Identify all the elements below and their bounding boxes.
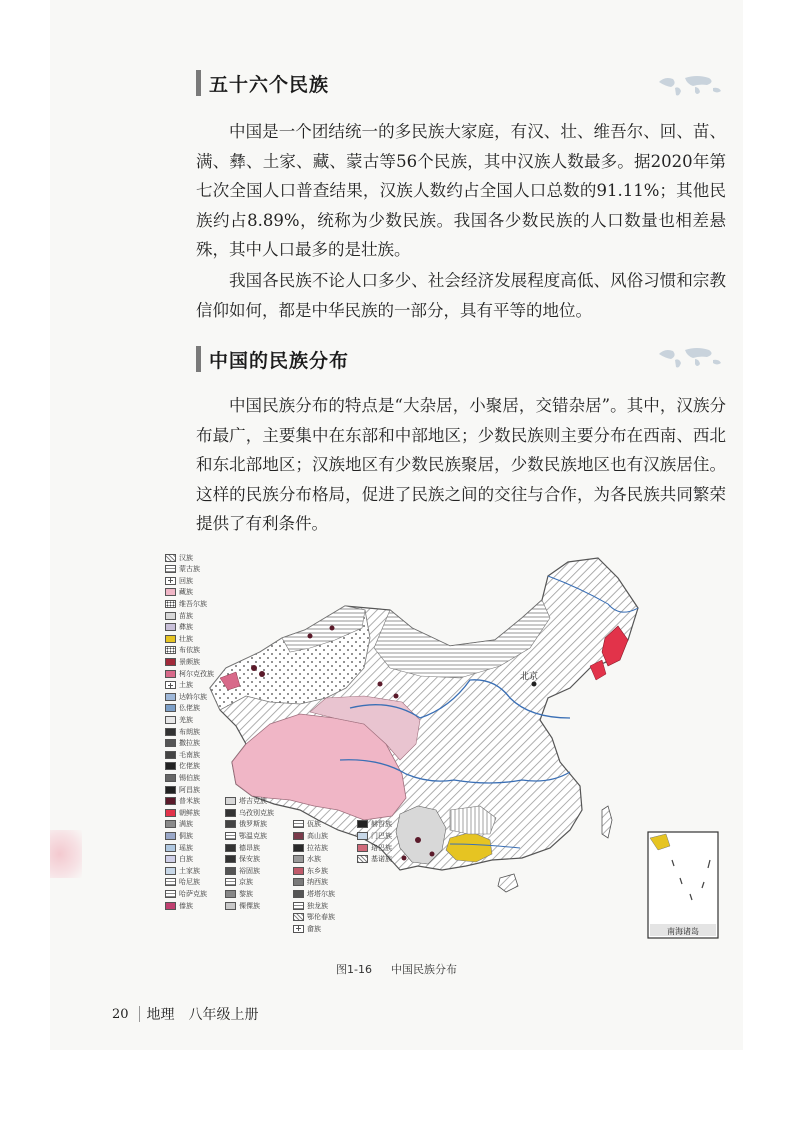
legend-item (225, 900, 260, 911)
legend-label: 布依族 (179, 646, 200, 655)
legend-item (225, 854, 260, 865)
legend-label: 傈僳族 (239, 901, 260, 910)
legend-item (293, 842, 328, 853)
legend-label: 拉祜族 (307, 843, 328, 852)
legend-swatch (165, 820, 176, 828)
legend-item (293, 923, 321, 934)
footer-separator (139, 1006, 141, 1022)
legend-swatch (165, 681, 176, 689)
legend-item (165, 668, 214, 679)
legend-item (165, 587, 193, 598)
legend-item (165, 865, 200, 876)
legend-item (165, 656, 200, 667)
legend-item (165, 564, 200, 575)
legend-label: 水族 (307, 855, 321, 864)
legend-item (225, 830, 267, 841)
legend-label: 柯尔克孜族 (179, 669, 214, 678)
legend-swatch (293, 844, 304, 852)
distribution-paragraph: 中国民族分布的特点是“大杂居，小聚居，交错杂居”。其中，汉族分布最广，主要集中在东部和中部地区；少数民族则主要分布在西南、西北和东北部地区；汉族地区有少数民族聚居，少数民族地区也有汉族居住。这样的民族分布格局，促进了民族之间的交往与合作，为各民族共同繁荣提供了有利条件。 (196, 396, 726, 533)
legend-item (293, 877, 328, 888)
legend-swatch (293, 925, 304, 933)
legend-label: 蒙古族 (179, 565, 200, 574)
legend-swatch (165, 577, 176, 585)
legend-swatch (225, 902, 236, 910)
legend-swatch (225, 797, 236, 805)
legend-label: 鄂伦春族 (307, 913, 335, 922)
legend-swatch (165, 658, 176, 666)
legend-item (165, 807, 200, 818)
legend-label: 德昂族 (239, 843, 260, 852)
legend-swatch (165, 635, 176, 643)
legend-label: 锡伯族 (179, 773, 200, 782)
legend-label: 纳西族 (307, 878, 328, 887)
legend-label: 撒拉族 (179, 739, 200, 748)
legend-item (293, 819, 321, 830)
legend-item (165, 854, 193, 865)
section-heading-distribution (196, 344, 349, 374)
legend-item (225, 842, 260, 853)
legend-swatch (165, 612, 176, 620)
legend-item (165, 830, 193, 841)
legend-item (165, 796, 200, 807)
figure-caption (0, 961, 793, 977)
legend-label: 维吾尔族 (179, 599, 207, 608)
legend-item (165, 714, 193, 725)
legend-swatch (293, 832, 304, 840)
intro-paragraph: 中国是一个团结统一的多民族大家庭，有汉、壮、维吾尔、回、苗、满、彝、土家、藏、蒙古等56个民族，其中汉族人数最多。据2020年第七次全国人口普查结果，汉族人数约占全国人口总数的91.11%；其他民族约占8.89%，统称为少数民族。我国各少数民族的人口数量也相差悬殊，其中人口最多的是壮族。 (196, 122, 726, 259)
legend-label: 满族 (179, 820, 193, 829)
legend-swatch (293, 913, 304, 921)
legend-swatch (165, 739, 176, 747)
legend-item (165, 703, 200, 714)
hainan (498, 874, 518, 892)
legend-swatch (357, 820, 368, 828)
equality-paragraph: 我国各民族不论人口多少、社会经济发展程度高低、风俗习惯和宗教信仰如何，都是中华民族的一部分，具有平等的地位。 (196, 271, 726, 320)
inset-label: 南海诸岛 (667, 927, 699, 936)
legend-label: 裕固族 (239, 866, 260, 875)
legend-label: 景颇族 (179, 657, 200, 666)
legend-label: 布朗族 (179, 727, 200, 736)
legend-swatch (165, 786, 176, 794)
legend-item (165, 738, 200, 749)
legend-label: 羌族 (179, 715, 193, 724)
legend-item (165, 761, 200, 772)
world-map-decoration-icon (655, 72, 727, 100)
world-map-decoration-icon (655, 344, 727, 372)
page-footer (112, 1004, 259, 1024)
legend-label: 哈萨克族 (179, 889, 207, 898)
legend-item (225, 796, 267, 807)
legend-swatch (293, 855, 304, 863)
legend-label: 瑶族 (179, 843, 193, 852)
legend-label: 达斡尔族 (179, 692, 207, 701)
legend-swatch (165, 762, 176, 770)
legend-item (165, 772, 200, 783)
heading-bar (196, 346, 201, 372)
legend-label: 保安族 (239, 855, 260, 864)
legend-swatch (165, 623, 176, 631)
section-heading-ethnic-groups (196, 68, 329, 98)
legend-label: 塔塔尔族 (307, 889, 335, 898)
legend-swatch (165, 751, 176, 759)
legend-item (293, 888, 335, 899)
legend-item (225, 877, 253, 888)
legend-swatch (165, 844, 176, 852)
legend-label: 赫哲族 (371, 820, 392, 829)
legend-item (293, 912, 335, 923)
legend-swatch (165, 797, 176, 805)
legend-swatch (165, 832, 176, 840)
legend-swatch (357, 832, 368, 840)
legend-swatch (357, 855, 368, 863)
legend-label: 塔吉克族 (239, 797, 267, 806)
legend-label: 藏族 (179, 588, 193, 597)
legend-label: 仫佬族 (179, 704, 200, 713)
legend-label: 苗族 (179, 611, 193, 620)
legend-item (165, 622, 193, 633)
legend-label: 畲族 (307, 924, 321, 933)
legend-swatch (293, 878, 304, 886)
taiwan (602, 806, 612, 838)
legend-label: 珞巴族 (371, 843, 392, 852)
legend-item (225, 888, 253, 899)
figure-number: 图1-16 (336, 963, 372, 976)
legend-swatch (165, 554, 176, 562)
legend-label: 乌孜别克族 (239, 808, 274, 817)
page-number: 20 (112, 1006, 129, 1022)
legend-label: 白族 (179, 855, 193, 864)
legend-label: 傣族 (179, 901, 193, 910)
legend-swatch (225, 855, 236, 863)
legend-item (293, 900, 328, 911)
legend-swatch (165, 588, 176, 596)
legend-label: 京族 (239, 878, 253, 887)
legend-swatch (165, 670, 176, 678)
legend-item (357, 842, 392, 853)
beijing-label: 北京 (520, 672, 539, 682)
legend-item (165, 819, 193, 830)
legend-item (225, 807, 274, 818)
legend-item (165, 784, 200, 795)
legend-item (225, 865, 260, 876)
legend-item (165, 749, 200, 760)
legend-item (165, 633, 193, 644)
legend-swatch (225, 832, 236, 840)
legend-swatch (225, 844, 236, 852)
legend-label: 黎族 (239, 889, 253, 898)
legend-swatch (165, 600, 176, 608)
legend-item (293, 854, 321, 865)
legend-label: 独龙族 (307, 901, 328, 910)
legend-swatch (165, 704, 176, 712)
legend-label: 侗族 (179, 831, 193, 840)
legend-item (357, 830, 392, 841)
legend-label: 汉族 (179, 553, 193, 562)
legend-item (165, 575, 193, 586)
legend-item (165, 877, 200, 888)
legend-item (165, 888, 207, 899)
legend-item (293, 830, 328, 841)
figure-title: 中国民族分布 (390, 963, 457, 976)
legend-item (225, 819, 267, 830)
legend-swatch (165, 716, 176, 724)
legend-swatch (293, 902, 304, 910)
legend-item (165, 598, 207, 609)
book-title: 地理 八年级上册 (146, 1007, 259, 1023)
legend-item (165, 552, 193, 563)
legend-label: 壮族 (179, 634, 193, 643)
legend-item (165, 610, 193, 621)
legend-swatch (225, 809, 236, 817)
legend-label: 毛南族 (179, 750, 200, 759)
legend-swatch (165, 890, 176, 898)
legend-swatch (165, 774, 176, 782)
legend-swatch (357, 844, 368, 852)
legend-label: 普米族 (179, 797, 200, 806)
legend-item (165, 842, 193, 853)
legend-swatch (165, 855, 176, 863)
legend-swatch (293, 867, 304, 875)
legend-label: 佤族 (307, 820, 321, 829)
legend-item (165, 726, 200, 737)
legend-swatch (225, 820, 236, 828)
legend-swatch (165, 867, 176, 875)
legend-swatch (225, 890, 236, 898)
legend-swatch (165, 565, 176, 573)
legend-swatch (165, 878, 176, 886)
legend-swatch (165, 646, 176, 654)
legend-label: 朝鲜族 (179, 808, 200, 817)
legend-label: 阿昌族 (179, 785, 200, 794)
legend-item (165, 691, 207, 702)
legend-swatch (165, 902, 176, 910)
legend-label: 俄罗斯族 (239, 820, 267, 829)
legend-swatch (225, 867, 236, 875)
legend-item (357, 819, 392, 830)
legend-swatch (165, 728, 176, 736)
legend-item (165, 900, 193, 911)
legend-label: 彝族 (179, 623, 193, 632)
legend-label: 仡佬族 (179, 762, 200, 771)
heading-bar (196, 70, 201, 96)
legend-label: 土家族 (179, 866, 200, 875)
legend-label: 东乡族 (307, 866, 328, 875)
legend-item (165, 680, 193, 691)
legend-swatch (293, 820, 304, 828)
heading-text: 中国的民族分布 (209, 349, 350, 372)
legend-swatch (225, 878, 236, 886)
legend-label: 回族 (179, 576, 193, 585)
legend-swatch (165, 693, 176, 701)
legend-label: 土族 (179, 681, 193, 690)
legend-label: 哈尼族 (179, 878, 200, 887)
legend-swatch (165, 809, 176, 817)
beijing-marker (532, 682, 537, 687)
legend-swatch (293, 890, 304, 898)
legend-item (165, 645, 200, 656)
legend-label: 门巴族 (371, 831, 392, 840)
page-edge-stain (50, 830, 82, 878)
legend-item (357, 854, 392, 865)
legend-label: 高山族 (307, 831, 328, 840)
legend-label: 鄂温克族 (239, 831, 267, 840)
legend-item (293, 865, 328, 876)
heading-text: 五十六个民族 (209, 73, 330, 96)
legend-label: 基诺族 (371, 855, 392, 864)
